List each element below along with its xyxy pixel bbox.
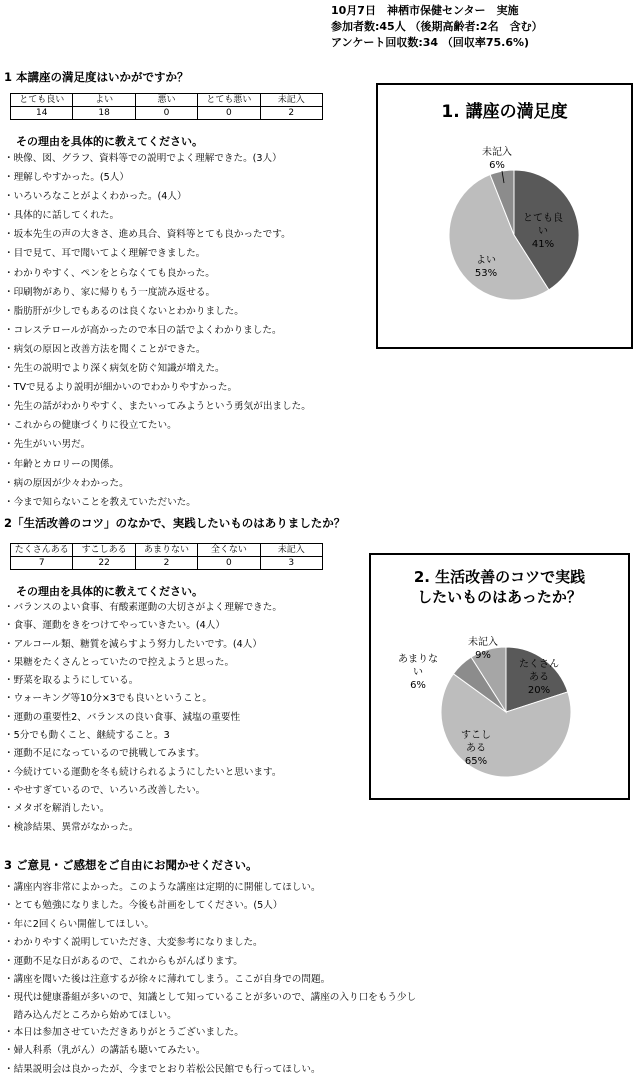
table-value-cell: 2 [135, 557, 197, 570]
section2-response-table [10, 543, 323, 570]
list-item: ・ 今まで知らないことを教えていただいた。 [4, 493, 311, 512]
list-item: ・ やせすぎているので、いろいろ改善したい。 [4, 782, 282, 800]
table-value-cell: 0 [198, 107, 260, 120]
pie-label: すこしある 65% [461, 730, 491, 767]
section1-reason-title: その理由を具体的に教えてください。 [16, 135, 203, 148]
pie-label: たくさんある 20% [519, 659, 559, 696]
list-item: ・ 年に2回くらい開催してほしい。 [4, 916, 416, 934]
list-item: 踏み込んだところから始めてほしい。 [13, 1009, 177, 1021]
table-header-cell: 未記入 [260, 544, 322, 557]
list-item: ・ 今続けている運動を冬も続けられるようにしたいと思います。 [4, 764, 282, 782]
list-item: ・ いろいろなことがよくわかった。(4人） [4, 187, 311, 206]
list-item: ・ バランスのよい食事、有酸素運動の大切さがよく理解できた。 [4, 599, 282, 617]
pie-label: あまりない 6% [398, 654, 438, 691]
chart2-title-line1: 2. 生活改善のコツで実践 [413, 568, 586, 586]
list-item: ・ 先生の話がわかりやすく、またいってみようという勇気が出ました。 [4, 397, 311, 416]
table-header-cell: あまりない [135, 544, 197, 557]
list-item: ・ 年齢とカロリーの関係。 [4, 455, 311, 474]
list-item: ・ 現代は健康番組が多いので、知識として知っていることが多いので、講座の入り口をもう少し [4, 989, 416, 1007]
list-item: ・ 果糖をたくさんとっていたので控えようと思った。 [4, 654, 282, 672]
section3-question: 3 ご意見・ご感想をご自由にお聞かせください。 [4, 858, 258, 872]
chart1-title: 1. 講座の満足度 [441, 102, 568, 122]
header-date-venue: 10月7日 神栖市保健センター 実施 [331, 4, 519, 17]
list-item: ・ 5分でも動くこと、継続すること。3 [4, 727, 282, 745]
list-item: ・ 先生の説明でより深く病気を防ぐ知識が増えた。 [4, 359, 311, 378]
table-value-cell: 7 [11, 557, 73, 570]
list-item: ・ 先生がいい男だ。 [4, 435, 311, 454]
table-value-cell: 0 [198, 557, 260, 570]
table-header-cell: たくさんある [11, 544, 73, 557]
table-header-cell: よい [73, 94, 135, 107]
section1-response-table [10, 93, 323, 120]
chart2-pie [371, 555, 628, 798]
chart2-title-line2: したいものはあったか？ [417, 588, 582, 606]
section2-question: 2「生活改善のコツ」のなかで、実践したいものはありましたか？ [4, 516, 346, 530]
list-item: ・ 運動の重要性2、バランスの良い食事、減塩の重要性 [4, 709, 282, 727]
list-item: ・ 検診結果、異常がなかった。 [4, 819, 282, 837]
list-item: ・ コレステロールが高かったので本日の話でよくわかりました。 [4, 321, 311, 340]
list-item: ・ 脂肪肝が少しでもあるのは良くないとわかりました。 [4, 302, 311, 321]
list-item: ・ 運動不足になっているので挑戦してみます。 [4, 745, 282, 763]
list-item: ・ わかりやすく、ペンをとらなくても良かった。 [4, 264, 311, 283]
pie-label: 未記入 9% [468, 637, 498, 661]
list-item: ・ 本日は参加させていただきありがとうございました。 [4, 1024, 416, 1042]
chart2-box [369, 553, 630, 800]
list-item: ・ 映像、図、グラフ、資料等での説明でよく理解できた。(3人） [4, 149, 311, 168]
list-item: ・ 結果説明会は良かったが、今までとおり若松公民館でも行ってほしい。 [4, 1061, 416, 1079]
table-header-cell: 悪い [135, 94, 197, 107]
table-value-cell: 22 [73, 557, 135, 570]
table-header-cell: とても良い [11, 94, 73, 107]
list-item: ・ メタボを解消したい。 [4, 800, 282, 818]
list-item: ・ 講座を聞いた後は注意するが徐々に薄れてしまう。ここが自身での問題。 [4, 971, 416, 989]
pie-label: とても良い 41% [523, 213, 563, 250]
table-value-cell: 0 [135, 107, 197, 120]
list-item: ・ TVで見るより説明が細かいのでわかりやすかった。 [4, 378, 311, 397]
section3-comment-list [4, 879, 416, 1079]
section2-reason-title: その理由を具体的に教えてください。 [16, 585, 203, 598]
pie-label: よい 53% [474, 255, 498, 279]
list-item: ・ 印刷物があり、家に帰りもう一度読み返せる。 [4, 283, 311, 302]
section1-question: 1 本講座の満足度はいかがですか？ [4, 70, 189, 84]
table-header-cell: 全くない [198, 544, 260, 557]
list-item: ・ 目で見て、耳で聞いてよく理解できました。 [4, 244, 311, 263]
chart1-box [376, 83, 633, 349]
list-item: ・ これからの健康づくりに役立てたい。 [4, 416, 311, 435]
list-item: ・ わかりやすく説明していただき、大変参考になりました。 [4, 934, 416, 952]
list-item: ・ 講座内容非常によかった。このような講座は定期的に開催してほしい。 [4, 879, 416, 897]
list-item: ・ 野菜を取るようにしている。 [4, 672, 282, 690]
document-header [331, 3, 543, 51]
list-item: ・ 理解しやすかった。(5人） [4, 168, 311, 187]
table-value-cell: 3 [260, 557, 322, 570]
table-value-cell: 18 [73, 107, 135, 120]
list-item: ・ 病の原因が少々わかった。 [4, 474, 311, 493]
list-item: ・ 食事、運動をきをつけてやっていきたい。(4人） [4, 617, 282, 635]
table-value-cell: 2 [260, 107, 322, 120]
section1-reason-list [4, 149, 311, 512]
header-participants: 参加者数:45人 （後期高齢者:2名 含む） [331, 20, 543, 33]
list-item: ・ 運動不足な日があるので、これからもがんばります。 [4, 953, 416, 971]
header-responses: アンケート回収数:34 （回収率75.6%) [331, 36, 530, 49]
table-header-cell: すこしある [73, 544, 135, 557]
table-header-cell: とても悪い [198, 94, 260, 107]
list-item: ・ とても勉強になりました。今後も計画をしてください。(5人） [4, 897, 416, 915]
list-item: ・ 婦人科系（乳がん）の講話も聴いてみたい。 [4, 1042, 416, 1060]
list-item: ・ アルコール類、糖質を減らすよう努力したいです。(4人） [4, 636, 282, 654]
list-item: ・ 病気の原因と改善方法を聞くことができた。 [4, 340, 311, 359]
list-item: ・ ウォーキング等10分×3でも良いということ。 [4, 690, 282, 708]
list-item: ・ 具体的に話してくれた。 [4, 206, 311, 225]
section2-reason-list [4, 599, 282, 837]
table-value-cell: 14 [11, 107, 73, 120]
pie-label: 未記入 6% [482, 147, 512, 171]
list-item: ・ 坂本先生の声の大きさ、進め具合、資料等とても良かったです。 [4, 225, 311, 244]
table-header-cell: 未記入 [260, 94, 322, 107]
chart1-pie [378, 85, 631, 347]
